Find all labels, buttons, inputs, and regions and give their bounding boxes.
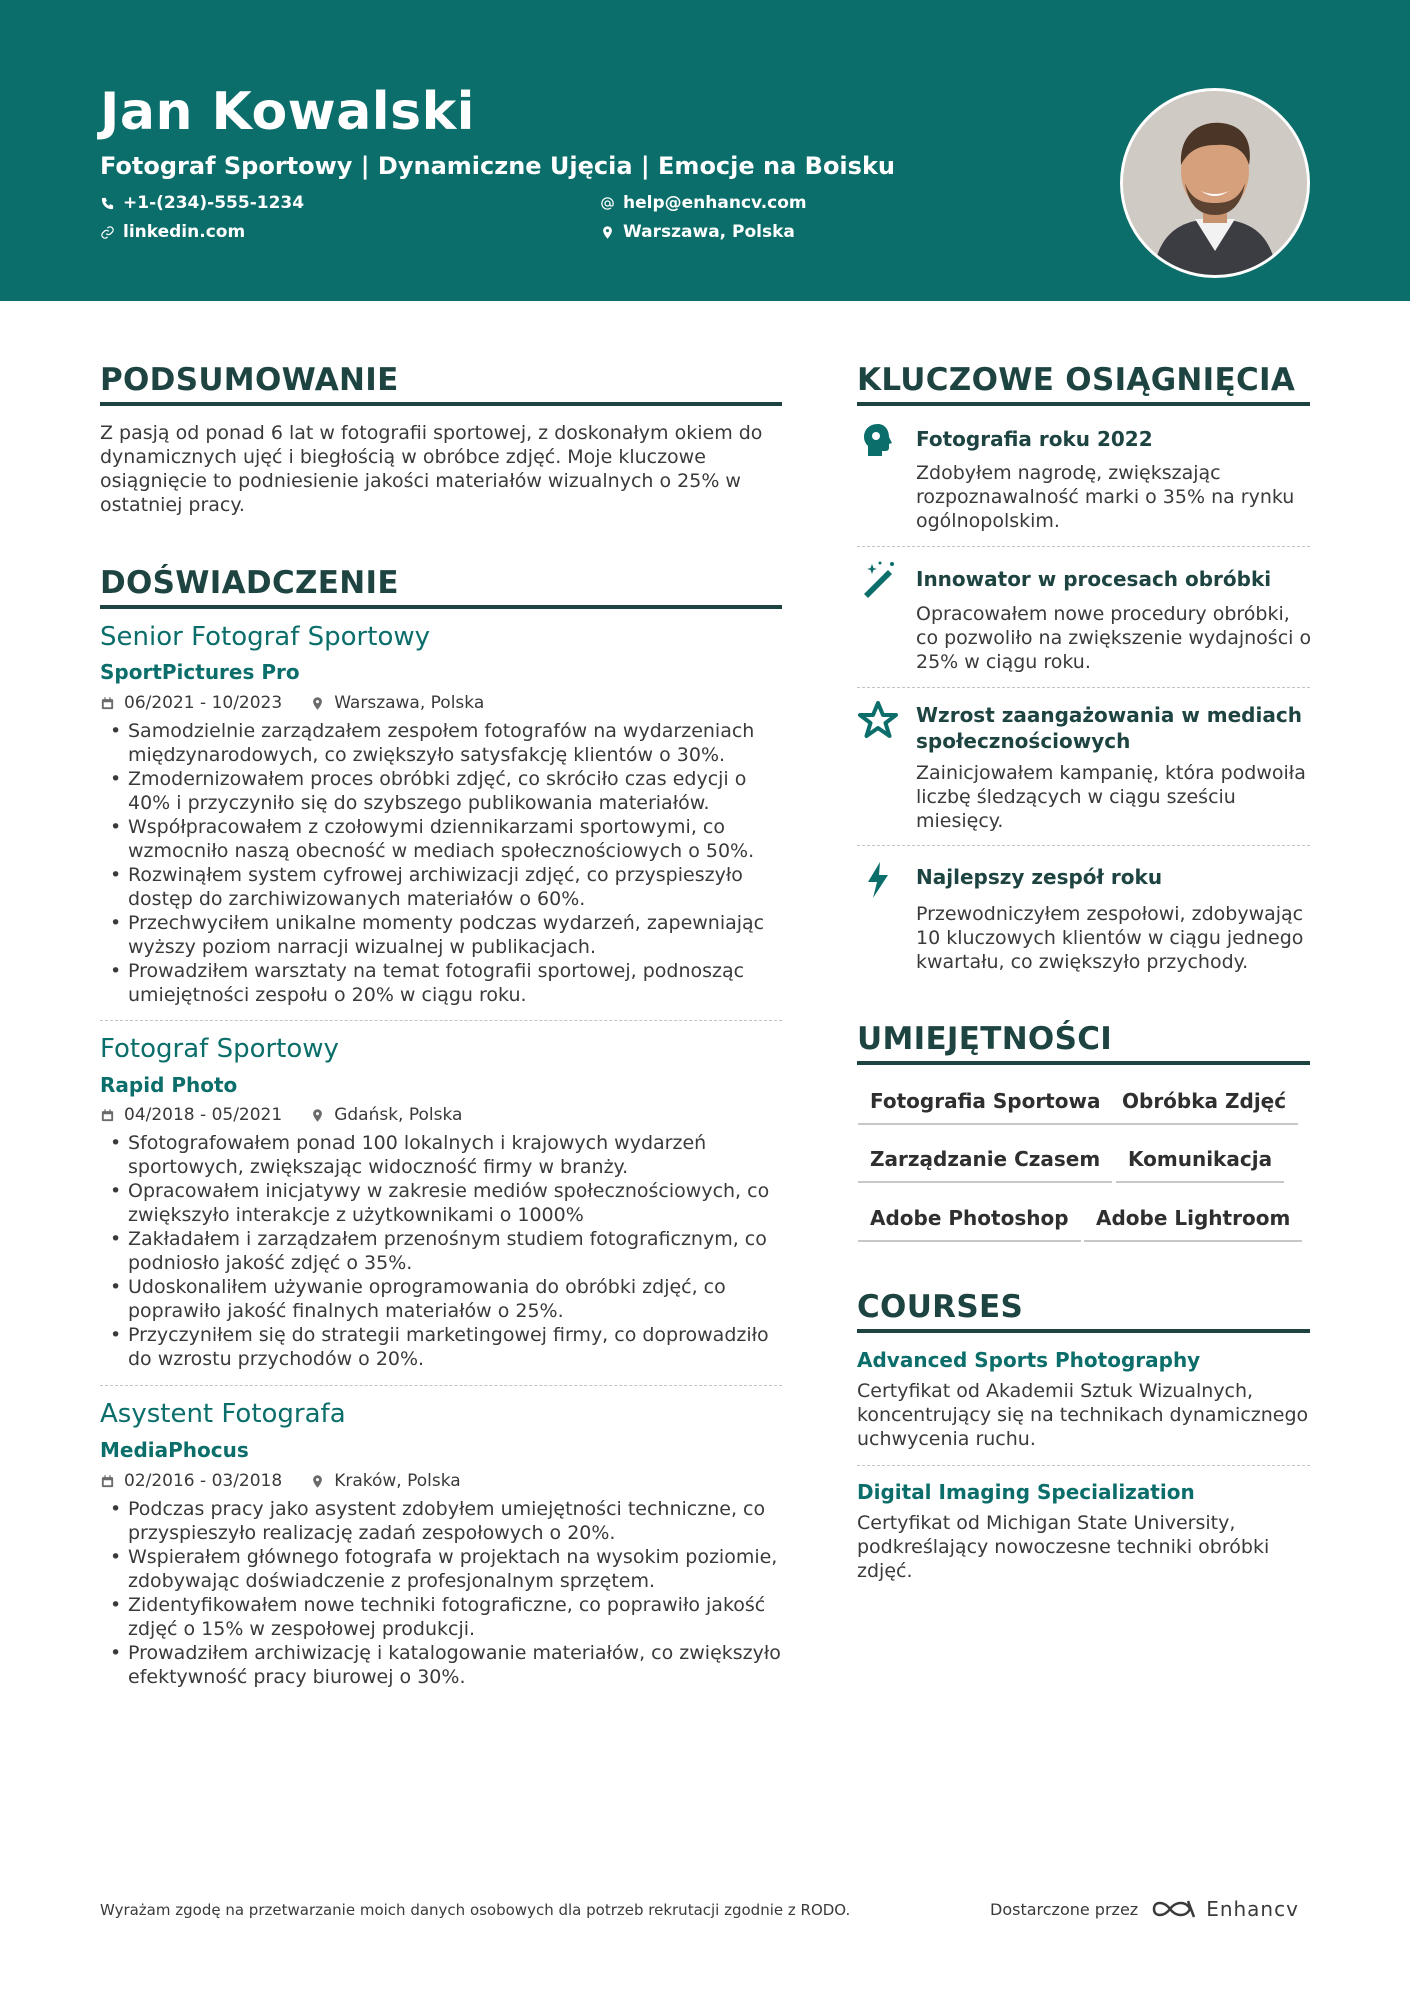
achievement-title: Fotografia roku 2022 xyxy=(916,427,1153,451)
job-dates: 04/2018 - 05/2021 xyxy=(124,1105,283,1125)
achievement-separator xyxy=(857,687,1310,688)
job-company: Rapid Photo xyxy=(100,1073,238,1097)
achievement-title: Innowator w procesach obróbki xyxy=(916,567,1272,591)
skill-tag: Fotografia Sportowa xyxy=(858,1089,1112,1125)
list-item: • Przyczyniłem się do strategii marketingowej firmy, co doprowadziło do wzrostu przychodów o 20%. xyxy=(100,1323,782,1371)
location-text: Warszawa, Polska xyxy=(623,222,795,242)
list-item: • Zakładałem i zarządzałem przenośnym studiem fotograficznym, co podniosło jakość zdjęć o 35%. xyxy=(100,1227,782,1275)
lightning-icon xyxy=(858,860,898,900)
enhancv-logo-icon xyxy=(1150,1897,1198,1921)
job-location: Warszawa, Polska xyxy=(334,693,485,713)
list-item: • Przechwyciłem unikalne momenty podczas wydarzeń, zapewniając wyższy poziom narracji wizualnej w publikacjach. xyxy=(100,911,782,959)
job-location: Kraków, Polska xyxy=(334,1471,461,1491)
powered-by-label: Dostarczone przez xyxy=(990,1899,1139,1919)
skill-tag: Adobe Photoshop xyxy=(858,1206,1081,1242)
consent-text: Wyrażam zgodę na przetwarzanie moich danych osobowych dla potrzeb rekrutacji zgodnie z RODO. xyxy=(100,1901,851,1919)
list-item: • Sfotografowałem ponad 100 lokalnych i krajowych wydarzeń sportowych, zwiększając widoczność firmy w branży. xyxy=(100,1131,782,1179)
list-item: • Podczas pracy jako asystent zdobyłem umiejętności techniczne, co przyspieszyło realizację zadań zespołowych o 20%. xyxy=(100,1497,782,1545)
email-text: help@enhancv.com xyxy=(623,193,807,213)
job-bullets xyxy=(100,1131,782,1371)
powered-by[interactable] xyxy=(990,1897,1299,1921)
courses-divider xyxy=(857,1329,1310,1333)
contact-linkedin[interactable] xyxy=(100,222,245,242)
at-icon xyxy=(600,196,615,211)
location-pin-icon xyxy=(310,1108,325,1123)
achievements-divider xyxy=(857,402,1310,406)
location-pin-icon xyxy=(310,696,325,711)
skill-tag: Zarządzanie Czasem xyxy=(858,1147,1112,1183)
enhancv-brand: Enhancv xyxy=(1206,1897,1299,1921)
course-text: Certyfikat od Akademii Sztuk Wizualnych, koncentrujący się na technikach dynamicznego uchwycenia ruchu. xyxy=(857,1380,1309,1450)
skills-divider xyxy=(857,1061,1310,1065)
portrait-image xyxy=(1123,91,1307,275)
list-item: • Prowadziłem warsztaty na temat fotografii sportowej, podnosząc umiejętności zespołu o 20% w ciągu roku. xyxy=(100,959,782,1007)
job-bullets xyxy=(100,1497,782,1689)
job-meta xyxy=(100,693,484,713)
summary-text: Z pasją od ponad 6 lat w fotografii sportowej, z doskonałym okiem do dynamicznych ujęć i biegłością w obróbce zdjęć. Moje kluczowe osiągnięcie to podniesienie jakości materiałów wizualnych o 25% w ostatniej pracy. xyxy=(100,422,763,516)
link-icon xyxy=(100,225,115,240)
achievement-title: Wzrost zaangażowania w mediach społecznościowych xyxy=(916,703,1302,753)
list-item: • Zidentyfikowałem nowe techniki fotograficzne, co poprawiło jakość zdjęć o 15% w zespołowej produkcji. xyxy=(100,1593,782,1641)
list-item: • Samodzielnie zarządzałem zespołem fotografów na wydarzeniach międzynarodowych, co zwiększyło satysfakcję klientów o 30%. xyxy=(100,719,782,767)
skill-tag: Obróbka Zdjęć xyxy=(1110,1089,1298,1125)
courses-heading: COURSES xyxy=(857,1289,1024,1325)
list-item: • Współpracowałem z czołowymi dziennikarzami sportowymi, co wzmocniło naszą obecność w mediach społecznościowych o 50%. xyxy=(100,815,782,863)
list-item: • Prowadziłem archiwizację i katalogowanie materiałów, co zwiększyło efektywność pracy biurowej o 30%. xyxy=(100,1641,782,1689)
contact-location xyxy=(600,222,795,242)
star-icon xyxy=(858,700,898,740)
skills-heading: UMIEJĘTNOŚCI xyxy=(857,1021,1113,1057)
course-separator xyxy=(857,1465,1310,1466)
candidate-tagline: Fotograf Sportowy | Dynamiczne Ujęcia | Emocje na Boisku xyxy=(100,152,895,180)
job-meta xyxy=(100,1471,461,1491)
list-item: • Zmodernizowałem proces obróbki zdjęć, co skróciło czas edycji o 40% i przyczyniło się do szybszego publikowania materiałów. xyxy=(100,767,782,815)
job-bullets xyxy=(100,719,782,1007)
job-separator xyxy=(100,1385,782,1386)
job-company: SportPictures Pro xyxy=(100,660,300,684)
achievement-separator xyxy=(857,845,1310,846)
candidate-name: Jan Kowalski xyxy=(100,82,475,142)
course-title: Digital Imaging Specialization xyxy=(857,1480,1195,1504)
achievements-heading: KLUCZOWE OSIĄGNIĘCIA xyxy=(857,362,1296,398)
achievement-text: Zainicjowałem kampanię, która podwoiła liczbę śledzących w ciągu sześciu miesięcy. xyxy=(916,762,1306,832)
job-dates: 06/2021 - 10/2023 xyxy=(124,693,283,713)
skill-tag: Komunikacja xyxy=(1116,1147,1284,1183)
course-title: Advanced Sports Photography xyxy=(857,1348,1201,1372)
magic-wand-icon xyxy=(858,560,898,600)
linkedin-text: linkedin.com xyxy=(123,222,246,242)
list-item: • Wspierałem głównego fotografa w projektach na wysokim poziomie, zdobywając doświadczenie z profesjonalnym sprzętem. xyxy=(100,1545,782,1593)
location-pin-icon xyxy=(310,1474,325,1489)
resume-header xyxy=(0,0,1410,301)
location-pin-icon xyxy=(600,225,615,240)
job-title: Senior Fotograf Sportowy xyxy=(100,622,431,652)
experience-divider xyxy=(100,605,782,609)
phone-icon xyxy=(100,196,115,211)
contact-phone[interactable] xyxy=(100,193,304,213)
achievement-title: Najlepszy zespół roku xyxy=(916,865,1163,889)
job-company: MediaPhocus xyxy=(100,1438,249,1462)
job-meta xyxy=(100,1105,462,1125)
job-dates: 02/2016 - 03/2018 xyxy=(124,1471,283,1491)
calendar-icon xyxy=(100,1108,115,1123)
head-icon xyxy=(858,420,898,460)
profile-photo xyxy=(1120,88,1310,278)
job-title: Fotograf Sportowy xyxy=(100,1034,339,1064)
job-title: Asystent Fotografa xyxy=(100,1399,346,1429)
calendar-icon xyxy=(100,696,115,711)
course-text: Certyfikat od Michigan State University, podkreślający nowoczesne techniki obróbki zdjęć. xyxy=(857,1512,1270,1582)
experience-heading: DOŚWIADCZENIE xyxy=(100,565,399,601)
summary-divider xyxy=(100,402,782,406)
list-item: • Opracowałem inicjatywy w zakresie mediów społecznościowych, co zwiększyło interakcje z użytkownikami o 1000% xyxy=(100,1179,782,1227)
calendar-icon xyxy=(100,1474,115,1489)
achievement-text: Opracowałem nowe procedury obróbki, co pozwoliło na zwiększenie wydajności o 25% w ciągu roku. xyxy=(916,603,1312,673)
achievement-text: Przewodniczyłem zespołowi, zdobywając 10 kluczowych klientów w ciągu jednego kwartału, co zwiększyło przychody. xyxy=(916,903,1304,973)
phone-text: +1-(234)-555-1234 xyxy=(123,193,305,213)
achievement-text: Zdobyłem nagrodę, zwiększając rozpoznawalność marki o 35% na rynku ogólnopolskim. xyxy=(916,462,1295,532)
job-location: Gdańsk, Polska xyxy=(334,1105,463,1125)
summary-heading: PODSUMOWANIE xyxy=(100,362,399,398)
job-separator xyxy=(100,1020,782,1021)
contact-email[interactable] xyxy=(600,193,807,213)
skill-tag: Adobe Lightroom xyxy=(1084,1206,1302,1242)
achievement-separator xyxy=(857,546,1310,547)
list-item: • Udoskonaliłem używanie oprogramowania do obróbki zdjęć, co poprawiło jakość finalnych materiałów o 25%. xyxy=(100,1275,782,1323)
list-item: • Rozwinąłem system cyfrowej archiwizacji zdjęć, co przyspieszyło dostęp do zarchiwizowanych materiałów o 60%. xyxy=(100,863,782,911)
